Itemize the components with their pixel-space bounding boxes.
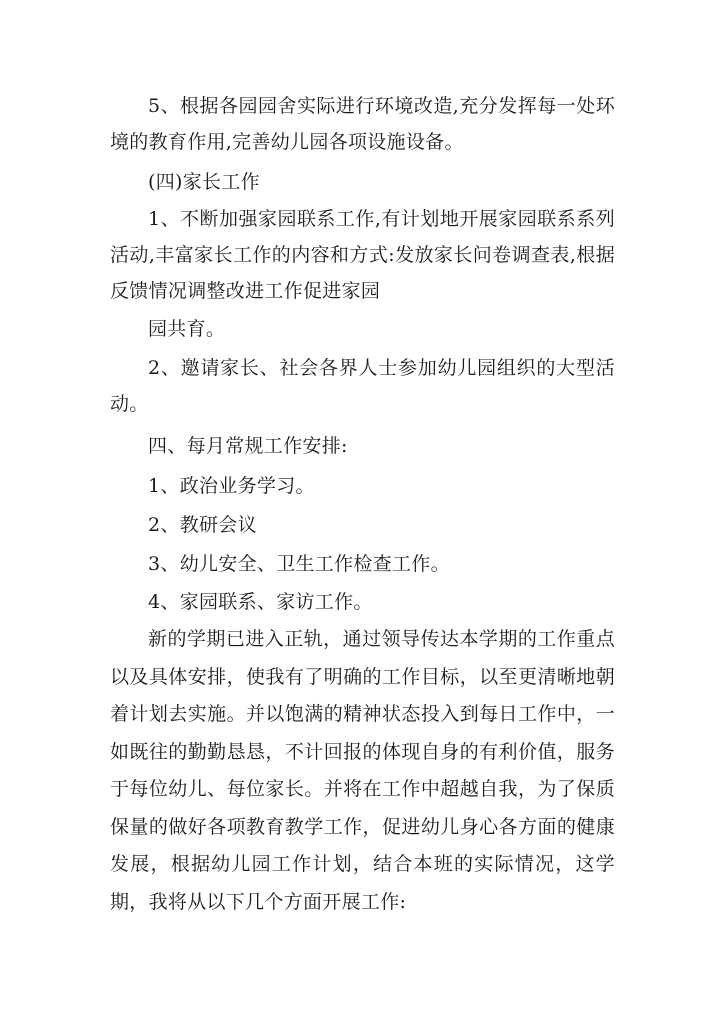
paragraph-environment: 5、根据各园园舍实际进行环境改造,充分发挥每一处环境的教育作用,完善幼儿园各项设施设备。 — [110, 95, 615, 153]
paragraph-home-school-contact: 1、不断加强家园联系工作,有计划地开展家园联系系列活动,丰富家长工作的内容和方式:发放家长问卷调查表,根据反馈情况调整改进工作促进家园 — [110, 208, 615, 302]
paragraph-invite-parents: 2、邀请家长、社会各界人士参加幼儿园组织的大型活动。 — [110, 357, 615, 415]
paragraph-co-education: 园共育。 — [148, 318, 226, 340]
list-item-teaching-meeting: 2、教研会议 — [148, 514, 257, 536]
paragraph-new-semester: 新的学期已进入正轨，通过领导传达本学期的工作重点以及具体安排，使我有了明确的工作目标，以至更清晰地朝着计划去实施。并以饱满的精神状态投入到每日工作中，一如既往的勤勤恳恳，不计回报的体现自身的有利价值，服务于每位幼儿、每位家长。并将在工作中超越自我，为了保质保量的做好各项教育教学工作，促进幼儿身心各方面的健康发展，根据幼儿园工作计划，结合本班的实际情况，这学期，我将从以下几个方面开展工作: — [110, 628, 615, 913]
heading-parent-work: (四)家长工作 — [148, 171, 260, 193]
list-item-home-visits: 4、家园联系、家访工作。 — [148, 591, 373, 613]
list-item-political-study: 1、政治业务学习。 — [148, 475, 315, 497]
heading-monthly-routine: 四、每月常规工作安排: — [148, 435, 348, 457]
list-item-safety-check: 3、幼儿安全、卫生工作检查工作。 — [148, 553, 450, 575]
